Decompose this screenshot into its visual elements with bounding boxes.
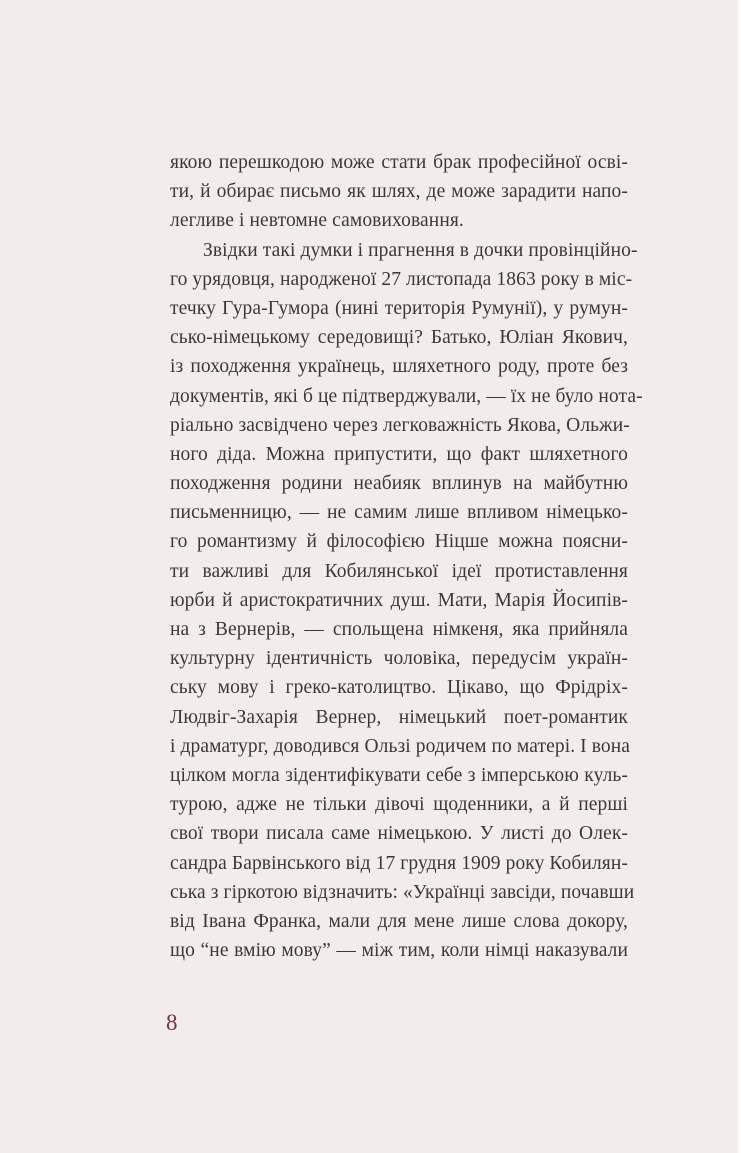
text-line: легливе і невтомне самовиховання. [170,210,464,232]
text-line: Людвіг-Захарія Вернер, німецький поет-романтик [170,706,628,728]
text-line: цілком могла зідентифікувати себе з імперською куль- [170,764,628,786]
text-line: що “не вмію мову” — між тим, коли німці наказували [170,940,628,962]
page-number: 8 [166,1010,178,1035]
text-line: свої твори писала саме німецькою. У листі до Олек- [170,823,628,845]
text-line: документів, які б це підтверджували, — їх не було нота- [170,385,643,407]
text-line: ська з гіркотою відзначить: «Українці завсіди, почавши [170,881,635,903]
text-line: го романтизму й філософією Ніцше можна поясни- [170,531,628,553]
text-line: ти, й обирає письмо як шлях, де може зарадити напо- [170,181,628,203]
text-line: сандра Барвінського від 17 грудня 1909 року Кобилян- [170,852,628,874]
text-line: культурну ідентичність чоловіка, передусім україн- [170,648,628,670]
text-line: го урядовця, народженої 27 листопада 1863 року в міс- [170,268,633,290]
text-line: ного діда. Можна припустити, що факт шляхетного [170,443,628,465]
text-line: якою перешкодою може стати брак професійної осві- [170,152,628,173]
text-line: на з Вернерів, — спольщена німкеня, яка прийняла [170,619,628,640]
text-line: сько-німецькому середовищі? Батько, Юліан Якович, [170,327,628,349]
text-line: турою, адже не тільки дівочі щоденники, а й перші [170,794,628,816]
text-line: юрби й аристократичних душ. Мати, Марія Йосипів- [170,589,628,611]
text-line: походження родини неабияк вплинув на майбутню [170,473,628,495]
text-line: ти важливі для Кобилянської ідеї протиставлення [170,560,628,582]
text-line: течку Гура-Гумора (нині територія Румунії), у румун- [170,297,628,319]
text-line: ську мову і греко-католицтво. Цікаво, що Фрідріх- [170,677,628,699]
text-line: ріально засвідчено через легковажність Якова, Ольжи- [170,414,630,436]
page-text [170,148,643,965]
text-line: і драматург, доводився Ользі родичем по матері. І вона [170,735,631,757]
text-line: письменницю, — не самим лише впливом німецько- [170,502,628,524]
text-line: від Івана Франка, мали для мене лише слова докору, [170,910,628,932]
text-line: Звідки такі думки і прагнення в дочки провінційно- [203,239,638,261]
text-line: із походження українець, шляхетного роду, проте без [170,356,628,378]
